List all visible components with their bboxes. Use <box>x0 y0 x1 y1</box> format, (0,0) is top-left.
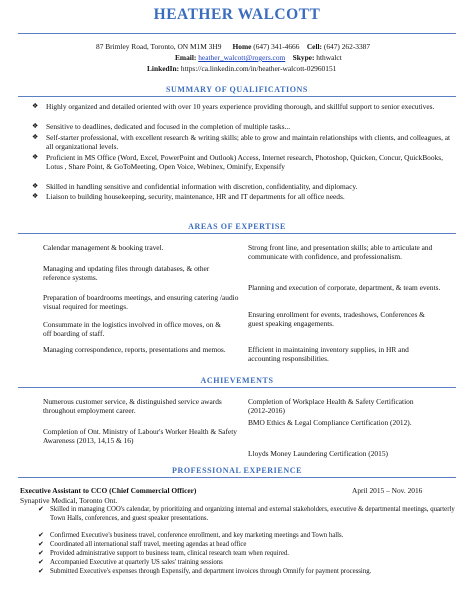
expertise-item: Strong front line, and presentation skills; able to articulate and communicate with confidence, and professionalism. <box>248 243 433 261</box>
expertise-item: Managing correspondence, reports, presentations and memos. <box>43 345 226 354</box>
summary-item: ❖ Liaison to building housekeeping, security, maintenance, HR and IT departments for all office needs. <box>32 192 345 201</box>
contact-line-3 <box>147 63 467 74</box>
diamond-bullet-icon: ❖ <box>32 102 39 110</box>
section-title-expertise: AREAS OF EXPERTISE <box>188 222 286 231</box>
expertise-item: Calendar management & booking travel. <box>43 243 164 252</box>
achievement-item: Completion of Ont. Ministry of Labour's Worker Health & Safety Awareness (2013, 14,15 & 16) <box>43 427 237 445</box>
candidate-name: HEATHER WALCOTT <box>153 6 321 23</box>
section-title-experience: PROFESSIONAL EXPERIENCE <box>171 466 303 475</box>
contact-line-2 <box>175 52 465 63</box>
diamond-bullet-icon: ❖ <box>32 133 39 141</box>
cell-label: Cell: <box>306 42 323 51</box>
diamond-bullet-icon: ❖ <box>32 122 39 130</box>
job-title: Executive Assistant to CCO (Chief Commercial Officer) <box>20 486 197 495</box>
achievement-item: Lloyds Money Laundering Certification (2015) <box>248 449 388 458</box>
company-name: Synaptive Medical, Toronto Ont. <box>20 496 118 505</box>
address: 87 Brimley Road, Toronto, ON M1M 3H9 <box>96 42 222 51</box>
section-title-summary: SUMMARY OF QUALIFICATIONS <box>166 85 308 94</box>
achievements-divider <box>18 387 456 388</box>
home-label: Home <box>232 42 252 51</box>
summary-item: ❖ Sensitive to deadlines, dedicated and focused in the completion of multiple tasks... <box>32 122 291 131</box>
checkmark-bullet-icon: ✔ <box>38 506 44 513</box>
linkedin-label: LinkedIn: <box>147 64 180 73</box>
expertise-item: Preparation of boardrooms meetings, and ensuring catering /audio visual required for meetings. <box>43 293 239 311</box>
expertise-item: Efficient in maintaining inventory supplies, in HR and accounting responsibilities. <box>248 345 409 363</box>
summary-item: ❖ Skilled in handling sensitive and confidential information with discretion, confidentiality, and diplomacy. <box>32 182 358 191</box>
achievement-item: Completion of Workplace Health & Safety Certification (2012-2016) <box>248 397 414 415</box>
checkmark-bullet-icon: ✔ <box>38 532 44 539</box>
achievement-item: Numerous customer service, & distinguished service awards throughout employment career. <box>43 397 222 415</box>
summary-item: ❖ Self-starter professional, with excellent research & writing skills; able to grow and maintain relationships with clients, and colleagues, at all organizational levels. <box>32 133 451 151</box>
diamond-bullet-icon: ❖ <box>32 192 39 200</box>
expertise-divider <box>18 233 456 234</box>
summary-divider <box>18 96 456 97</box>
contact-line-1 <box>96 41 456 52</box>
header-divider <box>18 33 456 34</box>
email-label: Email: <box>175 53 197 62</box>
skype-handle: hthwalct <box>316 53 342 62</box>
linkedin-url[interactable]: https://ca.linkedin.com/in/heather-walcott-02960151 <box>180 64 337 73</box>
summary-item: ❖ Highly organized and detailed oriented with over 10 years experience providing thorough, and skillful support to senior executives. <box>32 102 435 111</box>
summary-item: ❖ Proficient in MS Office (Word, Excel, PowerPoint and Outlook) Access, Internet research, Photoshop, Quicken, Concur, QuickBooks, Lotus , Share Point, & GoToMeeting, Open Voice, Webinex, Ominify, Expensify <box>32 153 443 171</box>
section-title-achievements: ACHIEVEMENTS <box>200 376 274 385</box>
expertise-item: Ensuring enrollment for events, tradeshows, Conferences & guest speaking engagements. <box>248 310 425 328</box>
checkmark-bullet-icon: ✔ <box>38 541 44 548</box>
achievement-item: BMO Ethics & Legal Compliance Certification (2012). <box>248 418 412 427</box>
job-dates: April 2015 – Nov. 2016 <box>352 486 423 495</box>
experience-divider <box>18 477 456 478</box>
cell-phone: (647) 262-3387 <box>323 42 371 51</box>
email-link[interactable]: heather_walcott@rogers.com <box>198 53 286 62</box>
diamond-bullet-icon: ❖ <box>32 153 39 161</box>
checkmark-bullet-icon: ✔ <box>38 550 44 557</box>
expertise-item: Consummate in the logistics involved in office moves, on & off boarding of staff. <box>43 320 222 338</box>
diamond-bullet-icon: ❖ <box>32 182 39 190</box>
skype-label: Skype: <box>292 53 315 62</box>
home-phone: (647) 341-4666 <box>253 42 300 51</box>
checkmark-bullet-icon: ✔ <box>38 559 44 566</box>
expertise-item: Managing and updating files through databases, & other reference systems. <box>43 264 210 282</box>
checkmark-bullet-icon: ✔ <box>38 568 44 575</box>
expertise-item: Planning and execution of corporate, department, & team events. <box>248 283 441 292</box>
